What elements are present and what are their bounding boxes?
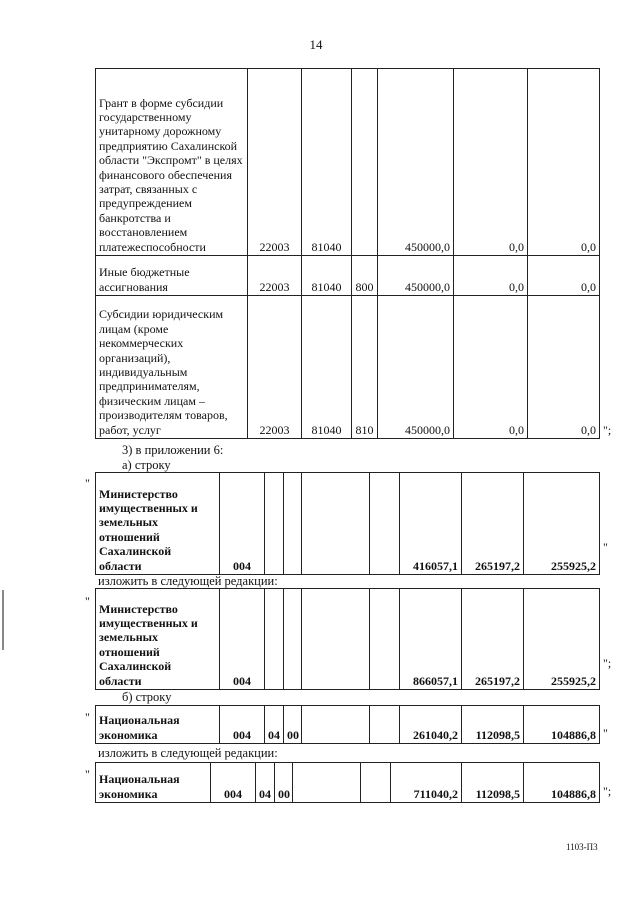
row-name: Национальная экономика	[96, 706, 220, 744]
close-quote: "	[603, 726, 608, 740]
cell-type	[370, 589, 400, 690]
cell-target	[293, 763, 361, 803]
cell-program: 22003	[248, 296, 302, 439]
cell-type	[352, 69, 378, 256]
cell-code: 004	[211, 763, 256, 803]
cell-subsection	[284, 473, 302, 575]
reword-text: изложить в следующей редакции:	[98, 574, 278, 588]
cell-section: 04	[256, 763, 275, 803]
cell-section: 04	[265, 706, 284, 744]
row-name: Министерство имущественных и земельных отношений Сахалинской области	[96, 589, 220, 690]
table-row	[96, 296, 600, 439]
cell-type	[361, 763, 391, 803]
reword-text: изложить в следующей редакции:	[98, 746, 278, 760]
cell-type	[370, 473, 400, 575]
cell-program: 22003	[248, 69, 302, 256]
ministry-old-table	[95, 472, 600, 575]
page-number: 14	[309, 37, 323, 52]
cell-program: 22003	[248, 256, 302, 296]
cell-amount-3: 104886,8	[524, 763, 600, 803]
cell-section	[265, 473, 284, 575]
footer-code: 1103-П3	[566, 842, 598, 852]
row-name: Грант в форме субсидии государственному унитарному дорожному предприятию Сахалинской области "Экспромт" в целях финансового обеспечения затрат, связанных с предупреждением банкротства и восстановлением платежеспособности	[96, 69, 248, 256]
expenditure-table	[95, 68, 600, 439]
cell-amount-1: 450000,0	[378, 256, 454, 296]
cell-amount-2: 265197,2	[462, 589, 524, 690]
cell-subsection	[284, 589, 302, 690]
cell-amount-1: 711040,2	[391, 763, 462, 803]
cell-amount-2: 265197,2	[462, 473, 524, 575]
close-quote: ";	[603, 656, 612, 670]
table-row	[96, 589, 600, 690]
closing-quote: ";	[603, 423, 612, 437]
table-row	[96, 763, 600, 803]
scan-margin-mark	[2, 590, 4, 650]
cell-type: 810	[352, 296, 378, 439]
cell-amount-1: 450000,0	[378, 69, 454, 256]
economy-new-table	[95, 762, 600, 803]
cell-direction: 81040	[302, 256, 352, 296]
open-quote: "	[85, 476, 90, 490]
cell-type: 800	[352, 256, 378, 296]
cell-code: 004	[220, 473, 265, 575]
cell-amount-1: 416057,1	[400, 473, 462, 575]
cell-amount-2: 0,0	[454, 256, 528, 296]
table-row	[96, 473, 600, 575]
ministry-new-table	[95, 588, 600, 690]
row-name: Субсидии юридическим лицам (кроме некоммерческих организаций), индивидуальным предпринимателям, физическим лицам – производителям товаров, работ, услуг	[96, 296, 248, 439]
cell-amount-3: 0,0	[528, 296, 600, 439]
row-name: Национальная экономика	[96, 763, 211, 803]
economy-old-table	[95, 705, 600, 744]
cell-amount-2: 0,0	[454, 296, 528, 439]
cell-amount-1: 261040,2	[400, 706, 462, 744]
cell-amount-2: 112098,5	[462, 706, 524, 744]
cell-amount-2: 0,0	[454, 69, 528, 256]
cell-amount-3: 255925,2	[524, 589, 600, 690]
table-row	[96, 256, 600, 296]
row-name: Министерство имущественных и земельных отношений Сахалинской области	[96, 473, 220, 575]
cell-code: 004	[220, 589, 265, 690]
cell-amount-2: 112098,5	[462, 763, 524, 803]
cell-amount-1: 866057,1	[400, 589, 462, 690]
cell-code: 004	[220, 706, 265, 744]
cell-target	[302, 589, 370, 690]
cell-direction: 81040	[302, 296, 352, 439]
cell-amount-1: 450000,0	[378, 296, 454, 439]
cell-subsection: 00	[275, 763, 293, 803]
row-name: Иные бюджетные ассигнования	[96, 256, 248, 296]
table-row	[96, 69, 600, 256]
open-quote: "	[85, 594, 90, 608]
item-b-text: б) строку	[122, 690, 172, 704]
cell-subsection: 00	[284, 706, 302, 744]
cell-amount-3: 0,0	[528, 256, 600, 296]
cell-direction: 81040	[302, 69, 352, 256]
cell-section	[265, 589, 284, 690]
cell-target	[302, 706, 370, 744]
item-a-text: а) строку	[122, 458, 171, 472]
table-row	[96, 706, 600, 744]
open-quote: "	[85, 767, 90, 781]
close-quote: "	[603, 540, 608, 554]
cell-amount-3: 104886,8	[524, 706, 600, 744]
cell-amount-3: 255925,2	[524, 473, 600, 575]
cell-target	[302, 473, 370, 575]
item-3-text: 3) в приложении 6:	[122, 443, 224, 457]
close-quote: ";	[603, 784, 612, 798]
cell-type	[370, 706, 400, 744]
cell-amount-3: 0,0	[528, 69, 600, 256]
open-quote: "	[85, 710, 90, 724]
